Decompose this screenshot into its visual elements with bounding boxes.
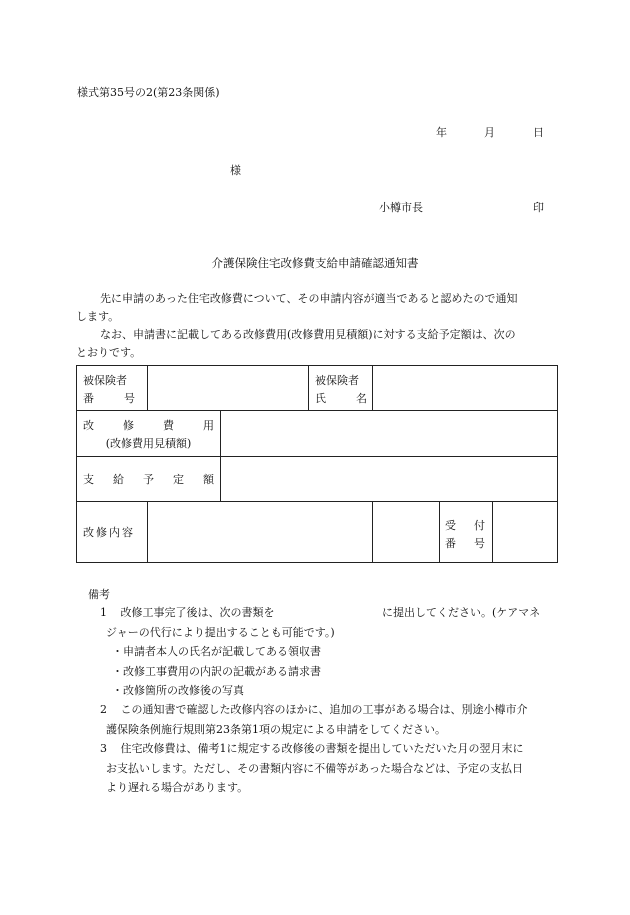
insured-number-label-char-2: 号 <box>124 392 135 405</box>
payment-label-char-3: 予 <box>143 473 154 486</box>
intro-2-line-2: とおりです。 <box>76 346 142 359</box>
addressee-suffix: 様 <box>230 164 241 177</box>
intro-1-line-2: します。 <box>76 310 120 323</box>
note-3-text: 住宅改修費は、備考1に規定する改修後の書類を提出していただいた月の翌月末に <box>120 742 524 755</box>
intro-paragraph-2 <box>76 326 558 362</box>
receipt-label-char-4: 号 <box>474 537 485 550</box>
receipt-number-field[interactable] <box>493 502 558 563</box>
payment-label-char-5: 額 <box>203 473 214 486</box>
intro-1-line-1: 先に申請のあった住宅改修費について、その申請内容が適当であると認めたので通知 <box>100 292 518 305</box>
document-title: 介護保険住宅改修費支給申請確認通知書 <box>211 256 419 270</box>
issuer-name: 小樽市長 <box>379 201 423 214</box>
note-1 <box>100 603 560 701</box>
note-2 <box>100 700 560 739</box>
note-2-line-1 <box>100 700 560 720</box>
payment-field[interactable] <box>221 457 558 502</box>
note-1-number: 1 <box>100 606 107 619</box>
note-1-item-2: ・改修工事費用の内訳の記載がある請求書 <box>112 664 321 678</box>
application-table <box>76 365 558 563</box>
intro-2-line-1: なお、申請書に記載してある改修費用(改修費用見積額)に対する支給予定額は、次の <box>100 328 516 341</box>
receipt-label <box>445 517 485 553</box>
note-2-number: 2 <box>100 703 107 716</box>
note-3-line-2: お支払いします。ただし、その書類内容に不備等があった場合などは、予定の支払日 <box>106 761 524 775</box>
note-2-text: この通知書で確認した改修内容のほかに、追加の工事がある場合は、別途小樽市介 <box>120 703 528 716</box>
note-3-line-3: より遅れる場合があります。 <box>106 781 249 794</box>
receipt-split-cell <box>373 502 493 563</box>
seal-mark: 印 <box>533 201 544 214</box>
receipt-label-char-3: 番 <box>445 537 456 550</box>
cost-label-char-2: 修 <box>123 419 134 432</box>
cost-label-char-4: 用 <box>203 419 214 432</box>
cost-field[interactable] <box>221 411 558 457</box>
payment-label-char-2: 給 <box>113 473 124 486</box>
payment-label-chars <box>83 471 214 487</box>
payment-label-char-1: 支 <box>83 473 94 486</box>
insured-number-label-line1: 被保険者 <box>83 374 127 387</box>
date-day-label: 日 <box>533 126 544 139</box>
contents-field[interactable] <box>148 502 373 563</box>
cost-label-char-3: 費 <box>163 419 174 432</box>
date-month-label: 月 <box>484 126 495 139</box>
insured-name-label <box>309 366 373 411</box>
receipt-label-char-2: 付 <box>474 519 485 532</box>
form-number: 様式第35号の2(第23条関係) <box>77 86 220 99</box>
note-3-line-1 <box>100 739 560 759</box>
cost-label <box>77 411 221 457</box>
payment-label <box>77 457 221 502</box>
insured-number-label <box>77 366 148 411</box>
note-3-number: 3 <box>100 742 107 755</box>
cost-label-chars <box>83 417 214 435</box>
insured-number-label-char-1: 番 <box>83 392 94 405</box>
insured-name-field[interactable] <box>373 366 558 411</box>
note-3 <box>100 739 560 798</box>
cost-label-sub: (改修費用見積額) <box>105 437 192 450</box>
intro-paragraph-1 <box>76 290 558 326</box>
contents-label: 改修内容 <box>77 502 148 563</box>
date-year-label: 年 <box>436 126 447 139</box>
insured-name-label-char-1: 氏 <box>315 392 326 405</box>
note-1-item-3: ・改修箇所の改修後の写真 <box>112 684 244 697</box>
insured-name-label-char-2: 名 <box>356 392 367 405</box>
insured-number-field[interactable] <box>148 366 309 411</box>
notes-heading: 備考 <box>88 588 110 601</box>
note-1-text-a: 改修工事完了後は、次の書類を <box>120 606 275 619</box>
note-2-line-2: 護保険条例施行規則第23条第1項の規定による申請をしてください。 <box>106 722 446 736</box>
note-1-item-1: ・申請者本人の氏名が記載してある領収書 <box>112 645 321 658</box>
note-1-line-1 <box>100 603 560 623</box>
note-1-line-2: ジャーの代行により提出することも可能です。) <box>106 625 335 639</box>
note-1-text-b: に提出してください。(ケアマネ <box>382 606 541 619</box>
receipt-label-char-1: 受 <box>445 519 456 532</box>
insured-name-label-line1: 被保険者 <box>315 374 359 387</box>
cost-label-char-1: 改 <box>83 419 94 432</box>
payment-label-char-4: 定 <box>173 473 184 486</box>
